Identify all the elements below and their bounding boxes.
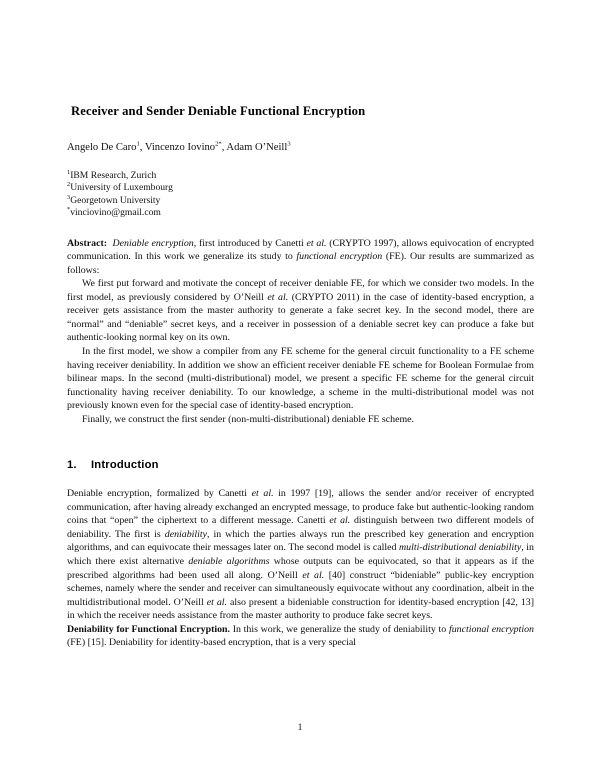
- author-name-1: Angelo De Caro: [67, 142, 137, 153]
- author-separator-1: ,: [139, 142, 145, 153]
- intro-text-1: Deniable encryption, formalized by Canetti: [67, 488, 252, 500]
- intro-text-5: , in which there exist alternative: [67, 542, 534, 568]
- author-name-3: Adam O’Neill: [226, 142, 288, 153]
- abstract-text-1: , first introduced by Canetti: [193, 237, 307, 249]
- abstract-term-functional-encryption: functional encryption: [296, 251, 383, 263]
- intro-term-functional-encryption: functional encryption: [448, 623, 534, 635]
- abstract-paragraph-1: [67, 237, 534, 278]
- author-list: [67, 141, 534, 155]
- abstract-term-deniable-encryption: Deniable encryption: [112, 237, 194, 249]
- abstract-section: [67, 237, 534, 427]
- intro-term-multi-distributional-deniability: multi-distributional deniability: [399, 542, 522, 554]
- corresponding-email: vinciovino@gmail.com: [70, 207, 161, 219]
- affiliation-marker: *: [67, 206, 71, 214]
- abstract-paragraph-4: Finally, we construct the first sender (non-multi-distributional) deniable FE scheme.: [82, 413, 415, 425]
- section-heading-introduction: [67, 459, 534, 471]
- author-separator-2: ,: [221, 142, 227, 153]
- page-title: Receiver and Sender Deniable Functional Encryption: [71, 104, 366, 118]
- abstract-paragraph-3: In the first model, we show a compiler from any FE scheme for the general circuit functionality to a FE scheme having receiver deniability. In addition we show an efficient receiver deniable FE scheme for Boolean Formulae from bilinear maps. In the second (multi-distributional) model, we present a specific FE scheme for the general circuit functionality having receiver deniability. To our knowledge, a scheme in the multi-distributional model was not previously known even for the special case of identity-based encryption.: [67, 346, 534, 412]
- intro-text-9: In this work, we generalize the study of deniability to: [230, 623, 449, 635]
- affiliation-item: [67, 170, 534, 182]
- intro-text-2: in 1997 [19], allows the sender and/or receiver of encrypted communication, after having already exchanged an encrypted message, to produce fake but authentic-looking random coins that “open” the ciphertext to a different message. Canetti: [67, 488, 534, 527]
- intro-text-10: (FE) [15]. Deniability for identity-based encryption, that is a very special: [67, 637, 357, 649]
- abstract-text-2: (CRYPTO 1997), allows equivocation of encrypted communication. In this work we generalize its study to: [67, 237, 534, 263]
- affiliation-item: [67, 182, 534, 194]
- abstract-text-5: (CRYPTO 2011) in the case of identity-based encryption, a receiver gets assistance from the master authority to generate a fake secret key. In the second model, there are “normal” and “deniable” secret keys, and a receiver in possession of a deniable secret key can produce a fake but authentic-looking normal key on its own.: [67, 291, 534, 344]
- runin-heading-deniability-for-fe: Deniability for Functional Encryption.: [67, 623, 230, 635]
- affiliation-text: IBM Research, Zurich: [70, 170, 157, 181]
- page-content: [67, 104, 534, 650]
- author-name-2: Vincenzo Iovino: [144, 142, 216, 153]
- intro-etal-2: et al.: [329, 515, 351, 527]
- page-number: 1: [297, 722, 303, 733]
- abstract-text-3: (FE). Our results are summarized as follows:: [67, 251, 534, 276]
- introduction-body: [67, 487, 534, 650]
- author-affiliation-marker-1: 1: [136, 140, 140, 148]
- intro-term-deniable-algorithms: deniable algorithms: [188, 556, 270, 568]
- intro-text-7: [40] construct “bideniable” public-key encryption schemes, namely where the sender and receiver can simultaneously equivocate without any coordination, albeit in the multidistributional model. O’Neill: [67, 569, 534, 608]
- affiliation-list: [67, 170, 534, 220]
- affiliation-text: Georgetown University: [70, 194, 161, 206]
- intro-text-4: , in which the parties always run the prescribed key generation and encryption algorithms, and can equivocate their messages later on. The second model is called: [67, 528, 534, 554]
- affiliation-marker: 2: [67, 181, 71, 189]
- affiliation-item-email: [67, 207, 534, 219]
- introduction-paragraph-2: [67, 623, 534, 650]
- intro-etal-4: et al.: [206, 596, 228, 608]
- abstract-etal-1: et al.: [306, 237, 327, 249]
- intro-text-8: also present a bideniable construction for identity-based encryption [42, 13] in which the receiver needs assistance from the master authority to produce fake secret keys.: [67, 596, 535, 622]
- affiliation-marker: 3: [67, 193, 71, 201]
- author-affiliation-marker-2: 2*: [215, 140, 222, 148]
- introduction-paragraph-1: [67, 487, 534, 622]
- intro-etal-3: et al.: [302, 569, 325, 581]
- section-title: Introduction: [91, 459, 159, 472]
- intro-text-6: whose outputs can be equivocated, so that it appears as if the prescribed algorithms had been used all along. O’Neill: [67, 556, 534, 581]
- intro-etal-1: et al.: [251, 488, 274, 500]
- intro-term-deniability: deniability: [164, 528, 208, 540]
- author-affiliation-marker-3: 3: [287, 140, 291, 148]
- affiliation-marker: 1: [67, 168, 71, 176]
- section-number: 1.: [67, 459, 77, 472]
- abstract-etal-2: et al.: [267, 291, 289, 303]
- affiliation-text: University of Luxembourg: [70, 182, 173, 194]
- abstract-label: Abstract:: [67, 237, 108, 249]
- affiliation-item: [67, 195, 534, 207]
- abstract-text-4: We first put forward and motivate the concept of receiver deniable FE, for which we consider two models. In the first model, as previously considered by O’Neill: [67, 278, 534, 303]
- intro-text-3: distinguish between two different models of deniability. The first is: [67, 515, 534, 540]
- abstract-paragraph-2: [67, 277, 534, 345]
